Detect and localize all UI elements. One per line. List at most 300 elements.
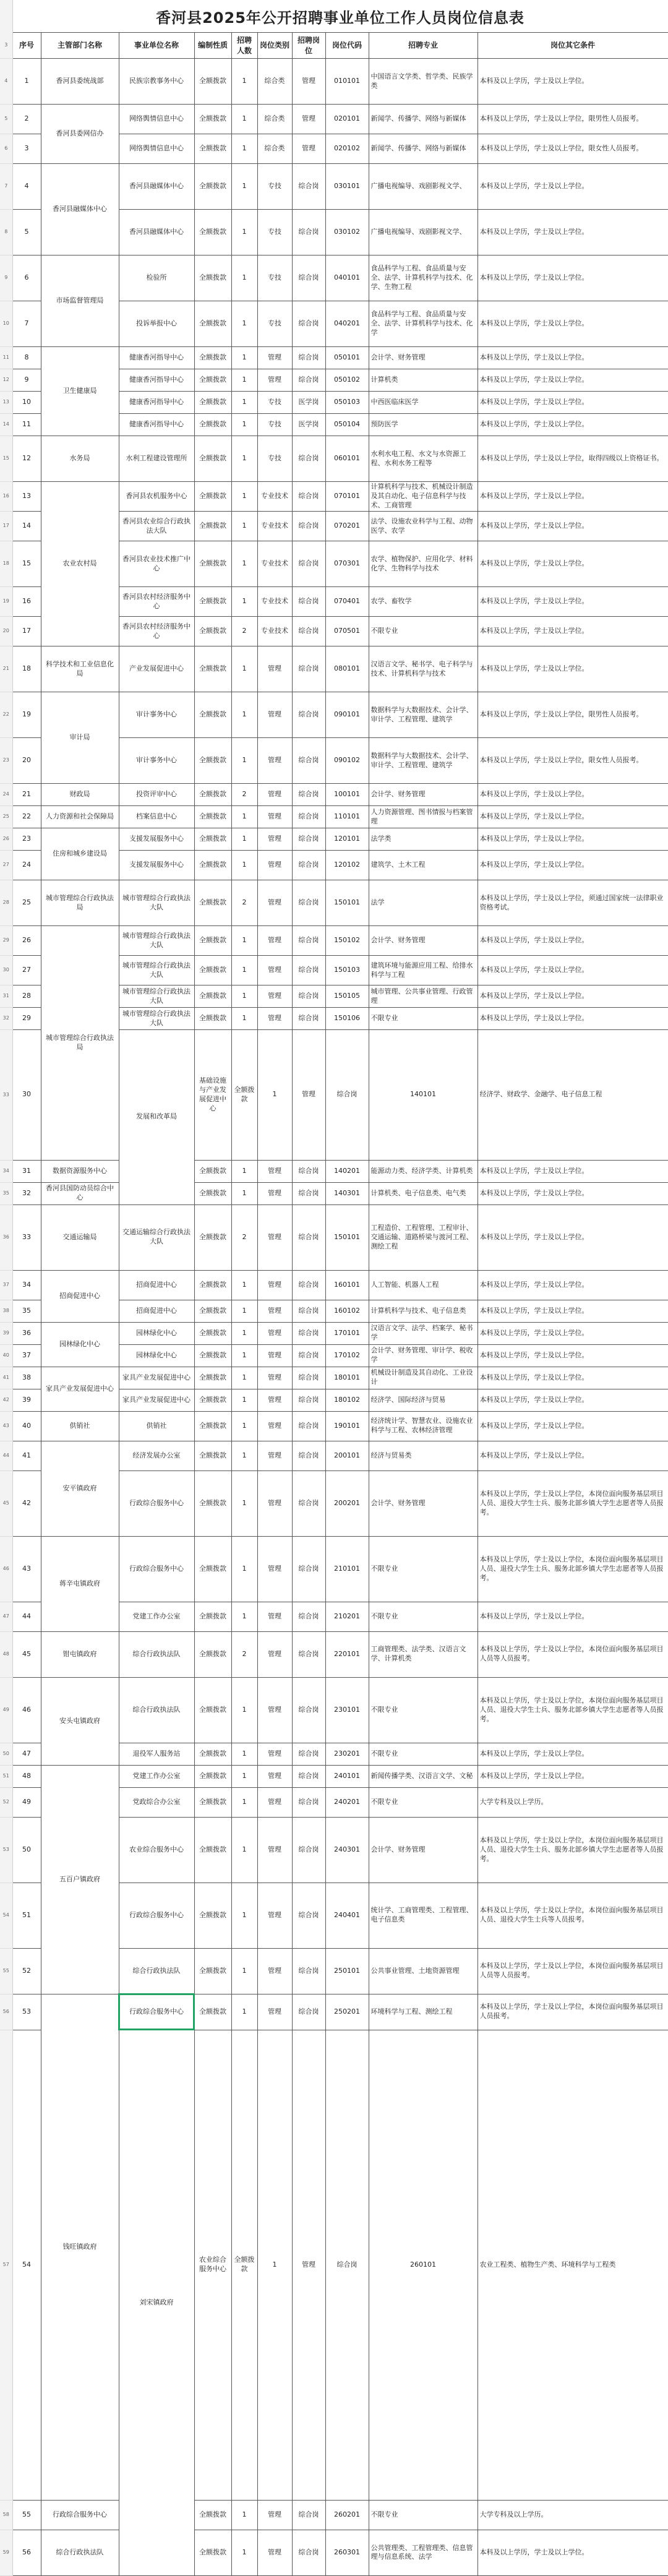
row-number[interactable]: 32 [0, 1008, 12, 1030]
cell-count[interactable]: 1 [231, 482, 257, 512]
cell-major[interactable]: 会计学、财务管理、审计学、税收学 [369, 1344, 477, 1367]
column-header[interactable]: 事业单位名称 [119, 33, 194, 59]
cell-cat[interactable]: 管理 [257, 1677, 292, 1743]
cell-other[interactable]: 本科及以上学历，学士及以上学位。 [477, 1411, 668, 1441]
row-number[interactable]: 47 [0, 1602, 12, 1631]
cell-post[interactable]: 综合岗 [292, 1883, 325, 1948]
cell-other[interactable]: 本科及以上学历，学士及以上学位，本岗位面向服务基层项目人员报考。 [477, 1994, 668, 2030]
row-number[interactable]: 27 [0, 851, 12, 880]
cell-count[interactable]: 1 [231, 164, 257, 210]
cell-code[interactable]: 070401 [325, 587, 369, 617]
cell-other[interactable]: 本科及以上学历，学士及以上学位。 [477, 956, 668, 985]
cell-code[interactable]: 140201 [325, 1160, 369, 1182]
cell-nature[interactable]: 全额拨款 [194, 1743, 231, 1765]
cell-code[interactable]: 080101 [325, 646, 369, 692]
cell-post[interactable]: 综合岗 [292, 587, 325, 617]
cell-other[interactable]: 本科及以上学历，学士及以上学位。 [477, 59, 668, 105]
cell-seq[interactable]: 20 [12, 738, 41, 784]
cell-unit[interactable]: 招商促进中心 [119, 1270, 194, 1300]
cell-nature[interactable]: 全额拨款 [194, 587, 231, 617]
row-number[interactable]: 41 [0, 1367, 12, 1389]
cell-dept[interactable]: 审计局 [41, 692, 119, 784]
cell-major[interactable]: 公共事业管理、土地资源管理 [369, 1948, 477, 1994]
cell-unit[interactable]: 园林绿化中心 [119, 1344, 194, 1367]
cell-other[interactable]: 本科及以上学历，学士及以上学位。 [477, 164, 668, 210]
cell-nature[interactable]: 全额拨款 [194, 1948, 231, 1994]
cell-seq[interactable]: 15 [12, 541, 41, 587]
row-number[interactable]: 17 [0, 512, 12, 541]
cell-dept[interactable]: 香河县委统战部 [41, 59, 119, 105]
cell-unit[interactable]: 健康香河指导中心 [119, 369, 194, 392]
cell-count[interactable]: 1 [231, 512, 257, 541]
cell-code[interactable]: 020102 [325, 134, 369, 164]
cell-count[interactable]: 2 [231, 1204, 257, 1270]
cell-code[interactable]: 200101 [325, 1441, 369, 1470]
cell-code[interactable]: 050102 [325, 369, 369, 392]
cell-other[interactable]: 本科及以上学历，学士及以上学位。 [477, 392, 668, 414]
cell-nature[interactable]: 全额拨款 [194, 1008, 231, 1030]
cell-cat[interactable]: 管理 [257, 851, 292, 880]
cell-unit[interactable]: 健康香河指导中心 [119, 392, 194, 414]
cell-dept[interactable]: 交通运输局 [41, 1204, 119, 1270]
cell-count[interactable]: 1 [231, 738, 257, 784]
cell-cat[interactable]: 专业技术 [257, 617, 292, 646]
row-number[interactable]: 30 [0, 956, 12, 985]
cell-count[interactable]: 1 [231, 392, 257, 414]
cell-nature[interactable]: 全额拨款 [194, 880, 231, 926]
cell-code[interactable]: 230101 [325, 1677, 369, 1743]
cell-count[interactable]: 1 [231, 1787, 257, 1817]
cell-seq[interactable]: 8 [12, 347, 41, 369]
cell-post[interactable]: 综合岗 [292, 1270, 325, 1300]
cell-other[interactable]: 本科及以上学历，学士及以上学位。 [477, 482, 668, 512]
cell-nature[interactable]: 全额拨款 [194, 1470, 231, 1536]
cell-seq[interactable]: 16 [12, 587, 41, 617]
cell-major[interactable]: 公共管理类、工程管理类、信息管理与信息系统、法学 [369, 2530, 477, 2575]
cell-post[interactable]: 综合岗 [292, 301, 325, 347]
cell-unit[interactable]: 香河县农村经济服务中心 [119, 587, 194, 617]
cell-nature[interactable]: 全额拨款 [194, 1411, 231, 1441]
row-number[interactable]: 56 [0, 1994, 12, 2030]
cell-count[interactable]: 1 [231, 134, 257, 164]
row-number[interactable]: 42 [0, 1389, 12, 1411]
cell-code[interactable]: 180102 [325, 1389, 369, 1411]
row-number[interactable]: 46 [0, 1536, 12, 1602]
cell-nature[interactable]: 全额拨款 [194, 1441, 231, 1470]
cell-major[interactable]: 中国语言文学类、哲学类、民族学类 [369, 59, 477, 105]
cell-unit[interactable]: 香河县农业综合行政执法大队 [119, 512, 194, 541]
cell-count[interactable]: 1 [231, 985, 257, 1008]
cell-code[interactable]: 060101 [325, 436, 369, 482]
cell-major[interactable]: 计算机类、电子信息类、电气类 [369, 1182, 477, 1204]
cell-seq[interactable]: 4 [12, 164, 41, 210]
cell-seq[interactable]: 22 [12, 806, 41, 828]
cell-seq[interactable]: 3 [12, 134, 41, 164]
cell-seq[interactable]: 11 [12, 414, 41, 436]
row-number[interactable]: 34 [0, 1160, 12, 1182]
row-number[interactable]: 48 [0, 1631, 12, 1677]
cell-nature[interactable]: 全额拨款 [194, 692, 231, 738]
cell-code[interactable]: 150105 [325, 985, 369, 1008]
cell-other[interactable]: 本科及以上学历，学士及以上学位。 [477, 255, 668, 301]
cell-post[interactable]: 综合岗 [292, 956, 325, 985]
row-number[interactable]: 8 [0, 210, 12, 255]
cell-seq[interactable]: 37 [12, 1344, 41, 1367]
cell-other[interactable]: 本科及以上学历，学士及以上学位，本岗位面向服务基层项目人员等人员报考。 [477, 1631, 668, 1677]
cell-post[interactable]: 综合岗 [292, 1787, 325, 1817]
cell-cat[interactable]: 专技 [257, 392, 292, 414]
cell-code[interactable]: 110101 [325, 806, 369, 828]
cell-count[interactable]: 1 [231, 1883, 257, 1948]
cell-other[interactable]: 本科及以上学历，学士及以上学位。 [477, 369, 668, 392]
cell-major[interactable]: 计算机类 [369, 369, 477, 392]
cell-seq[interactable]: 42 [12, 1470, 41, 1536]
cell-seq[interactable]: 51 [12, 1883, 41, 1948]
cell-cat[interactable]: 专技 [257, 301, 292, 347]
cell-code[interactable]: 150102 [325, 926, 369, 956]
cell-post[interactable]: 综合岗 [292, 1631, 325, 1677]
column-header[interactable]: 岗位其它条件 [477, 33, 668, 59]
cell-nature[interactable]: 全额拨款 [194, 956, 231, 985]
cell-cat[interactable]: 综合类 [257, 134, 292, 164]
cell-cat[interactable]: 管理 [257, 1536, 292, 1602]
cell-unit[interactable]: 农业综合服务中心 [194, 2030, 231, 2500]
cell-cat[interactable]: 专业技术 [257, 512, 292, 541]
cell-cat[interactable]: 管理 [257, 1743, 292, 1765]
cell-nature[interactable]: 全额拨款 [194, 164, 231, 210]
cell-unit[interactable]: 香河县国防动员综合中心 [41, 1182, 119, 1204]
cell-count[interactable]: 1 [231, 414, 257, 436]
cell-major[interactable]: 农学、畜牧学 [369, 587, 477, 617]
cell-major[interactable]: 建筑环境与能源应用工程、给排水科学与工程 [369, 956, 477, 985]
cell-other[interactable]: 本科及以上学历，学士及以上学位。 [477, 617, 668, 646]
cell-code[interactable]: 170101 [325, 1322, 369, 1344]
cell-unit[interactable]: 行政综合服务中心 [119, 1883, 194, 1948]
cell-post[interactable]: 综合岗 [292, 1743, 325, 1765]
cell-code[interactable]: 050101 [325, 347, 369, 369]
cell-unit[interactable]: 供销社 [119, 1411, 194, 1441]
cell-nature[interactable]: 全额拨款 [194, 1536, 231, 1602]
cell-seq[interactable]: 6 [12, 255, 41, 301]
cell-cat[interactable]: 管理 [257, 1765, 292, 1787]
cell-nature[interactable]: 全额拨款 [194, 482, 231, 512]
cell-cat[interactable]: 管理 [257, 1160, 292, 1182]
cell-count[interactable]: 1 [231, 1677, 257, 1743]
cell-count[interactable]: 1 [231, 1536, 257, 1602]
cell-cat[interactable]: 专技 [257, 414, 292, 436]
cell-dept[interactable]: 科学技术和工业信息化局 [41, 646, 119, 692]
cell-unit[interactable]: 家具产业发展促进中心 [119, 1389, 194, 1411]
cell-count[interactable]: 1 [231, 1344, 257, 1367]
cell-nature[interactable]: 全额拨款 [194, 1204, 231, 1270]
cell-unit[interactable]: 民族宗教事务中心 [119, 59, 194, 105]
cell-count[interactable]: 1 [231, 1160, 257, 1182]
cell-other[interactable]: 本科及以上学历，学士及以上学位。 [477, 1344, 668, 1367]
cell-other[interactable]: 本科及以上学历，学士及以上学位，限男性人员报考。 [477, 105, 668, 134]
cell-major[interactable]: 计算机科学与技术、电子信息类 [369, 1300, 477, 1322]
cell-code[interactable]: 170102 [325, 1344, 369, 1367]
cell-unit[interactable]: 城市管理综合行政执法大队 [119, 985, 194, 1008]
cell-seq[interactable]: 19 [12, 692, 41, 738]
row-number[interactable]: 25 [0, 806, 12, 828]
cell-unit[interactable]: 投诉举报中心 [119, 301, 194, 347]
cell-seq[interactable]: 12 [12, 436, 41, 482]
cell-code[interactable]: 220101 [325, 1631, 369, 1677]
cell-seq[interactable]: 43 [12, 1536, 41, 1602]
cell-post[interactable]: 综合岗 [292, 926, 325, 956]
cell-post[interactable]: 综合岗 [292, 1322, 325, 1344]
cell-major[interactable]: 环境科学与工程、测绘工程 [369, 1994, 477, 2030]
cell-unit[interactable]: 农业综合服务中心 [119, 1817, 194, 1883]
cell-post[interactable]: 综合岗 [292, 828, 325, 851]
cell-count[interactable]: 1 [231, 541, 257, 587]
cell-nature[interactable]: 全额拨款 [194, 1300, 231, 1322]
cell-unit[interactable]: 健康香河指导中心 [119, 414, 194, 436]
cell-cat[interactable]: 管理 [257, 880, 292, 926]
cell-cat[interactable]: 管理 [257, 956, 292, 985]
cell-other[interactable]: 大学专科及以上学历。 [477, 1787, 668, 1817]
cell-major[interactable]: 城市管理、公共事业管理、行政管理 [369, 985, 477, 1008]
row-number[interactable]: 13 [0, 392, 12, 414]
cell-cat[interactable]: 管理 [292, 2030, 325, 2500]
cell-major[interactable]: 能源动力类、经济学类、计算机类 [369, 1160, 477, 1182]
cell-major[interactable]: 人工智能、机器人工程 [369, 1270, 477, 1300]
cell-other[interactable]: 本科及以上学历，学士及以上学位。 [477, 1765, 668, 1787]
cell-count[interactable]: 2 [231, 1631, 257, 1677]
cell-unit[interactable]: 香河县农村经济服务中心 [119, 617, 194, 646]
cell-code[interactable]: 210101 [325, 1536, 369, 1602]
cell-major[interactable]: 汉语言文学、法学、档案学、秘书学 [369, 1322, 477, 1344]
cell-cat[interactable]: 管理 [257, 1470, 292, 1536]
cell-code[interactable]: 100101 [325, 784, 369, 806]
cell-other[interactable]: 本科及以上学历，学士及以上学位，本岗位面向服务基层项目人员、退役大学生士兵、服务北部乡镇大学生志愿者等人员报考。 [477, 1677, 668, 1743]
cell-other[interactable]: 本科及以上学历，学士及以上学位。 [477, 2530, 668, 2575]
cell-seq[interactable]: 39 [12, 1389, 41, 1411]
cell-major[interactable]: 法学、设施农业科学与工程、动物医学、农学 [369, 512, 477, 541]
cell-other[interactable]: 本科及以上学历，学士及以上学位。 [477, 646, 668, 692]
cell-unit[interactable]: 城市管理综合行政执法大队 [119, 956, 194, 985]
cell-major[interactable]: 汉语言文学、秘书学、电子科学与技术、计算机科学与技术 [369, 646, 477, 692]
cell-unit[interactable]: 数据资源服务中心 [41, 1160, 119, 1182]
cell-major[interactable]: 广播电视编导、戏剧影视文学、 [369, 210, 477, 255]
cell-seq[interactable]: 21 [12, 784, 41, 806]
cell-code[interactable]: 250101 [325, 1948, 369, 1994]
cell-post[interactable]: 综合岗 [292, 851, 325, 880]
cell-cat[interactable]: 管理 [257, 1344, 292, 1367]
cell-count[interactable]: 1 [257, 1030, 292, 1161]
column-header[interactable]: 岗位类别 [257, 33, 292, 59]
cell-seq[interactable]: 49 [12, 1787, 41, 1817]
cell-post[interactable]: 综合岗 [292, 1344, 325, 1367]
cell-other[interactable]: 本科及以上学历，学士及以上学位，限男性人员报考。 [477, 692, 668, 738]
row-number[interactable]: 33 [0, 1030, 12, 1161]
cell-nature[interactable]: 全额拨款 [194, 985, 231, 1008]
cell-major[interactable]: 会计学、财务管理 [369, 926, 477, 956]
cell-unit[interactable]: 行政综合服务中心 [41, 2500, 119, 2530]
cell-cat[interactable]: 管理 [257, 369, 292, 392]
row-number[interactable]: 6 [0, 134, 12, 164]
cell-code[interactable]: 240301 [325, 1817, 369, 1883]
row-number[interactable]: 4 [0, 59, 12, 105]
cell-other[interactable]: 本科及以上学历，学士及以上学位。 [477, 1322, 668, 1344]
cell-unit[interactable]: 党政综合办公室 [119, 1787, 194, 1817]
cell-count[interactable]: 1 [231, 1470, 257, 1536]
cell-other[interactable]: 大学专科及以上学历。 [477, 2500, 668, 2530]
cell-seq[interactable]: 31 [12, 1160, 41, 1182]
cell-post[interactable]: 综合岗 [292, 646, 325, 692]
cell-cat[interactable]: 管理 [257, 2530, 292, 2575]
row-number[interactable]: 37 [0, 1270, 12, 1300]
cell-unit[interactable]: 综合行政执法队 [41, 2530, 119, 2575]
cell-cat[interactable]: 管理 [257, 738, 292, 784]
cell-code[interactable]: 140101 [369, 1030, 477, 1161]
cell-major[interactable]: 不限专业 [369, 617, 477, 646]
cell-other[interactable]: 本科及以上学历，学士及以上学位。 [477, 1300, 668, 1322]
cell-code[interactable]: 070201 [325, 512, 369, 541]
cell-dept[interactable]: 安平镇政府 [41, 1441, 119, 1536]
cell-seq[interactable]: 50 [12, 1817, 41, 1883]
cell-cat[interactable]: 专技 [257, 436, 292, 482]
cell-major[interactable]: 不限专业 [369, 1536, 477, 1602]
cell-other[interactable]: 本科及以上学历，学士及以上学位。 [477, 1441, 668, 1470]
cell-nature[interactable]: 全额拨款 [194, 347, 231, 369]
cell-dept[interactable]: 水务局 [41, 436, 119, 482]
cell-seq[interactable]: 35 [12, 1300, 41, 1322]
cell-nature[interactable]: 全额拨款 [194, 1817, 231, 1883]
cell-count[interactable]: 1 [231, 105, 257, 134]
row-number[interactable]: 14 [0, 414, 12, 436]
cell-cat[interactable]: 专技 [257, 164, 292, 210]
row-number[interactable]: 43 [0, 1411, 12, 1441]
cell-cat[interactable]: 管理 [257, 1883, 292, 1948]
cell-cat[interactable]: 管理 [257, 1411, 292, 1441]
cell-post[interactable]: 综合岗 [292, 1765, 325, 1787]
cell-nature[interactable]: 全额拨款 [194, 255, 231, 301]
cell-nature[interactable]: 全额拨款 [194, 2530, 231, 2575]
cell-code[interactable]: 070501 [325, 617, 369, 646]
cell-code[interactable]: 030101 [325, 164, 369, 210]
cell-count[interactable]: 1 [231, 806, 257, 828]
cell-other[interactable]: 本科及以上学历，学士及以上学位，限女性人员报考。 [477, 738, 668, 784]
cell-nature[interactable]: 全额拨款 [194, 59, 231, 105]
row-number[interactable]: 59 [0, 2530, 12, 2575]
cell-other[interactable]: 本科及以上学历，学士及以上学位。 [477, 541, 668, 587]
cell-post[interactable]: 综合岗 [292, 1602, 325, 1631]
cell-code[interactable]: 180101 [325, 1367, 369, 1389]
cell-nature[interactable]: 全额拨款 [194, 851, 231, 880]
cell-unit[interactable]: 城市管理综合行政执法大队 [119, 880, 194, 926]
cell-nature[interactable]: 全额拨款 [194, 806, 231, 828]
cell-count[interactable]: 1 [231, 1948, 257, 1994]
cell-major[interactable]: 经济学、国际经济与贸易 [369, 1389, 477, 1411]
cell-unit[interactable]: 网络舆情信息中心 [119, 105, 194, 134]
cell-unit[interactable]: 综合行政执法队 [119, 1631, 194, 1677]
row-number[interactable]: 57 [0, 2030, 12, 2500]
cell-code[interactable]: 240401 [325, 1883, 369, 1948]
cell-other[interactable]: 本科及以上学历，学士及以上学位，本岗位面向服务基层项目人员等人员报考。 [477, 1948, 668, 1994]
cell-count[interactable]: 1 [231, 2500, 257, 2530]
cell-code[interactable]: 240101 [325, 1765, 369, 1787]
cell-post[interactable]: 综合岗 [292, 1367, 325, 1389]
cell-major[interactable]: 不限专业 [369, 1008, 477, 1030]
cell-cat[interactable]: 管理 [257, 1441, 292, 1470]
row-number[interactable]: 28 [0, 880, 12, 926]
cell-post[interactable]: 综合岗 [292, 738, 325, 784]
cell-post[interactable]: 综合岗 [292, 2530, 325, 2575]
cell-dept[interactable]: 香河县融媒体中心 [41, 164, 119, 255]
cell-unit[interactable]: 交通运输综合行政执法大队 [119, 1204, 194, 1270]
cell-cat[interactable]: 管理 [257, 1994, 292, 2030]
cell-post[interactable]: 综合岗 [292, 1817, 325, 1883]
cell-nature[interactable]: 全额拨款 [194, 541, 231, 587]
cell-post[interactable]: 综合岗 [292, 880, 325, 926]
cell-code[interactable]: 200201 [325, 1470, 369, 1536]
column-header[interactable]: 招聘人数 [231, 33, 257, 59]
cell-other[interactable]: 本科及以上学历，学士及以上学位。 [477, 1270, 668, 1300]
cell-unit[interactable]: 党建工作办公室 [119, 1765, 194, 1787]
cell-post[interactable]: 综合岗 [292, 1204, 325, 1270]
cell-cat[interactable]: 综合类 [257, 59, 292, 105]
cell-code[interactable]: 260301 [325, 2530, 369, 2575]
cell-post[interactable]: 综合岗 [292, 482, 325, 512]
cell-count[interactable]: 1 [231, 828, 257, 851]
row-number[interactable]: 19 [0, 587, 12, 617]
cell-code[interactable]: 160102 [325, 1300, 369, 1322]
cell-dept[interactable]: 市场监督管理局 [41, 255, 119, 347]
cell-major[interactable]: 法学 [369, 880, 477, 926]
row-number[interactable]: 49 [0, 1677, 12, 1743]
cell-dept[interactable]: 钳屯镇政府 [41, 1631, 119, 1677]
cell-post[interactable]: 综合岗 [292, 1994, 325, 2030]
cell-count[interactable]: 1 [231, 210, 257, 255]
row-number[interactable]: 12 [0, 369, 12, 392]
cell-post[interactable]: 综合岗 [292, 2500, 325, 2530]
cell-unit[interactable]: 行政综合服务中心 [119, 1536, 194, 1602]
cell-unit[interactable]: 招商促进中心 [119, 1300, 194, 1322]
cell-seq[interactable]: 23 [12, 828, 41, 851]
cell-cat[interactable]: 专技 [257, 210, 292, 255]
row-number[interactable]: 26 [0, 828, 12, 851]
cell-seq[interactable]: 18 [12, 646, 41, 692]
cell-dept[interactable]: 卫生健康局 [41, 347, 119, 436]
cell-count[interactable]: 1 [231, 1270, 257, 1300]
cell-major[interactable]: 食品科学与工程、食品质量与安全、法学、计算机科学与技术、化学、生物工程 [369, 255, 477, 301]
column-header[interactable]: 主管部门名称 [41, 33, 119, 59]
row-number[interactable]: 55 [0, 1948, 12, 1994]
cell-nature[interactable]: 全额拨款 [194, 1344, 231, 1367]
cell-seq[interactable]: 53 [12, 1994, 41, 2030]
cell-code[interactable]: 050104 [325, 414, 369, 436]
cell-other[interactable]: 本科及以上学历，学士及以上学位。 [477, 784, 668, 806]
cell-unit[interactable]: 退役军人服务站 [119, 1743, 194, 1765]
cell-major[interactable]: 新闻传播学类、汉语言文学、文秘 [369, 1765, 477, 1787]
cell-post[interactable]: 综合岗 [292, 512, 325, 541]
cell-count[interactable]: 1 [231, 255, 257, 301]
cell-major[interactable]: 新闻学、传播学、网络与新媒体 [369, 134, 477, 164]
cell-major[interactable]: 不限专业 [369, 2500, 477, 2530]
cell-seq[interactable]: 5 [12, 210, 41, 255]
cell-other[interactable]: 本科及以上学历，学士及以上学位，取得四级以上资格证书。 [477, 436, 668, 482]
cell-post[interactable]: 综合岗 [292, 255, 325, 301]
cell-code[interactable]: 020101 [325, 105, 369, 134]
cell-count[interactable]: 1 [231, 1994, 257, 2030]
cell-nature[interactable]: 全额拨款 [194, 646, 231, 692]
cell-seq[interactable]: 36 [12, 1322, 41, 1344]
cell-code[interactable]: 250201 [325, 1994, 369, 2030]
cell-post[interactable]: 综合岗 [292, 617, 325, 646]
cell-seq[interactable]: 7 [12, 301, 41, 347]
cell-cat[interactable]: 管理 [257, 692, 292, 738]
